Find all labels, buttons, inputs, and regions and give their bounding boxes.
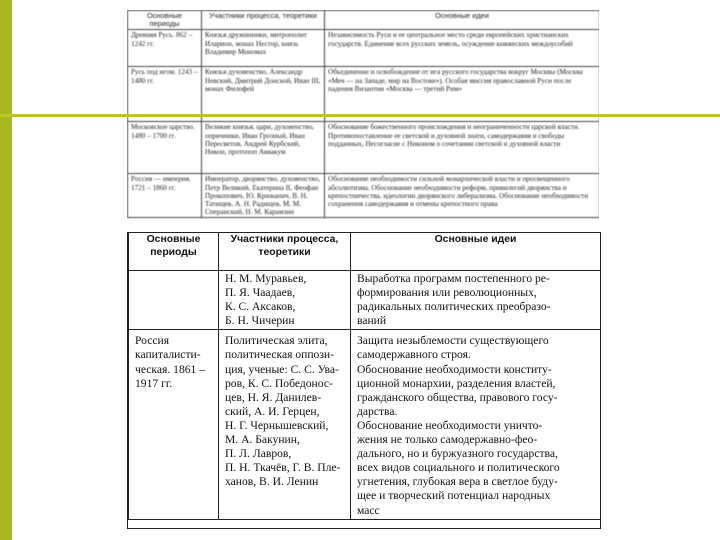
period-line: 1917 гг.	[135, 376, 173, 390]
idea-line: всех видов социального и политического	[357, 461, 560, 475]
participant-line: М. А. Бакунин,	[225, 433, 300, 447]
idea-line: самодержавного строя.	[357, 348, 471, 362]
idea-line: щее и творческий потенциал народных	[357, 489, 551, 503]
participant-line: П. Н. Ткачёв, Г. В. Пле-	[225, 461, 341, 475]
lower-header-participants: Участники процесса, теоретики	[219, 233, 351, 271]
participants-cell	[219, 271, 351, 330]
table-row	[128, 174, 600, 218]
participants-cell: Князья духовенство, Александр Невский, Дмитрий Донской, Иван III, монах Филофей	[202, 67, 325, 122]
period-line: Россия	[135, 334, 170, 348]
participant-line: ханов, В. И. Ленин	[225, 475, 319, 489]
idea-line: Обоснование необходимости уничто-	[357, 418, 543, 432]
ideas-cell	[351, 330, 601, 519]
participant-line: ция, ученые: С. С. Ува-	[225, 362, 339, 376]
horizontal-rule	[0, 114, 720, 117]
period-cell: Россия — империя. 1721 – 1860 гг.	[128, 174, 202, 218]
participant-line: ров, К. С. Победонос-	[225, 376, 333, 390]
participant-line: П. Л. Лавров,	[225, 447, 292, 461]
participant-line: Н. М. Муравьев,	[225, 272, 307, 285]
ideas-cell: Независимость Руси и ее центральное место среди европейских христианских государств. Единение всех русских земель, осуждение княжеских междоусобий	[325, 30, 600, 67]
idea-line: дарства.	[357, 404, 398, 418]
participants-cell: Великие князья, цари, духовенство, опричники, Иван Грозный, Иван Пересветов, Андрей Курбский, Никон, протопоп Аввакум	[202, 122, 325, 174]
idea-line: формирования или революционных,	[357, 286, 537, 300]
idea-line: масс	[357, 503, 380, 517]
table-row	[128, 30, 600, 67]
ideas-cell: Объединение и освобождение от ига русского государства вокруг Москвы (Москва «Меч — на Западе, мир на Востоке»). Особая миссия православной Руси после падения Византии «Москва — третий Рим»	[325, 67, 600, 122]
ideas-cell	[351, 271, 601, 330]
participant-line: Б. Н. Чичерин	[225, 314, 295, 328]
idea-line: жения не только самодержавно-фео-	[357, 433, 538, 447]
period-cell: Русь под игом. 1243 – 1480 гг.	[128, 67, 202, 122]
idea-line: ваний	[357, 314, 387, 328]
participant-line: Политическая элита,	[225, 334, 328, 348]
lower-table-frame	[127, 232, 601, 529]
participant-line: ский, А. И. Герцен,	[225, 404, 320, 418]
lower-header-ideas: Основные идеи	[351, 233, 601, 271]
participants-cell: Император, дворянство, духовенство, Петр Великий, Екатерина II, Феофан Прокопович, Ю. Крижанич, В. Н. Татищев, А. Н. Радищев, М. М. Сперанский, Н. М. Карамзин	[202, 174, 325, 218]
period-cell	[129, 330, 219, 519]
period-cell: Московское царство. 1480 – 1700 гг.	[128, 122, 202, 174]
ideas-cell: Обоснование божественного происхождения и неограниченности царской власти. Противопоставление ее светской и духовной знати, самодержавия и свободы подданных, Несогласие с Никоном о сочетании светской и духовной власти	[325, 122, 600, 174]
participant-line: Н. Г. Чернышевский,	[225, 418, 329, 432]
upper-header-period: Основные периоды	[128, 11, 202, 30]
participant-line: К. С. Аксаков,	[225, 300, 296, 314]
idea-line: Обоснование необходимости конститу-	[357, 362, 552, 376]
upper-header-participants: Участники процесса, теоретики	[202, 11, 325, 30]
participants-cell	[219, 330, 351, 519]
upper-header-ideas: Основные идеи	[325, 11, 600, 30]
idea-line: гражданского общества, правового госу-	[357, 390, 558, 404]
idea-line: дального, но и буржуазного государства,	[357, 447, 558, 461]
accent-bar	[0, 0, 12, 540]
idea-line: ционной монархии, разделения властей,	[357, 376, 556, 390]
idea-line: радикальных политических преобразо-	[357, 300, 551, 314]
idea-line: угнетения, глубокая вера в светлое буду-	[357, 475, 558, 489]
table-row	[129, 271, 601, 330]
period-line: ческая. 1861 –	[135, 362, 206, 376]
table-row	[128, 122, 600, 174]
participant-line: политическая оппози-	[225, 348, 335, 362]
upper-scanned-table	[127, 10, 599, 232]
table-row	[129, 330, 601, 519]
period-cell: Древняя Русь. 862 – 1242 гг.	[128, 30, 202, 67]
lower-header-period: Основные периоды	[129, 233, 219, 271]
upper-header-row	[128, 11, 600, 30]
idea-line: Выработка программ постепенного ре-	[357, 272, 550, 285]
period-cell	[129, 271, 219, 330]
idea-line: Защита незыблемости существующего	[357, 334, 549, 348]
participant-line: П. Я. Чаадаев,	[225, 286, 296, 300]
participant-line: цев, Н. Я. Данилев-	[225, 390, 322, 404]
period-line: капиталисти-	[135, 348, 201, 362]
lower-header-row	[129, 233, 601, 271]
participants-cell: Князья дружинники, митрополит Иларион, монах Нестор, князь Владимир Мономах	[202, 30, 325, 67]
ideas-cell: Обоснование необходимости сильной монархической власти и просвещенного абсолютизма. Обоснование необходимости реформ, привилегий дворянства и крепостничества, идеологии дворянского либерализма. Обоснование необходимости сохранения самодержавия и отмены крепостного права	[325, 174, 600, 218]
